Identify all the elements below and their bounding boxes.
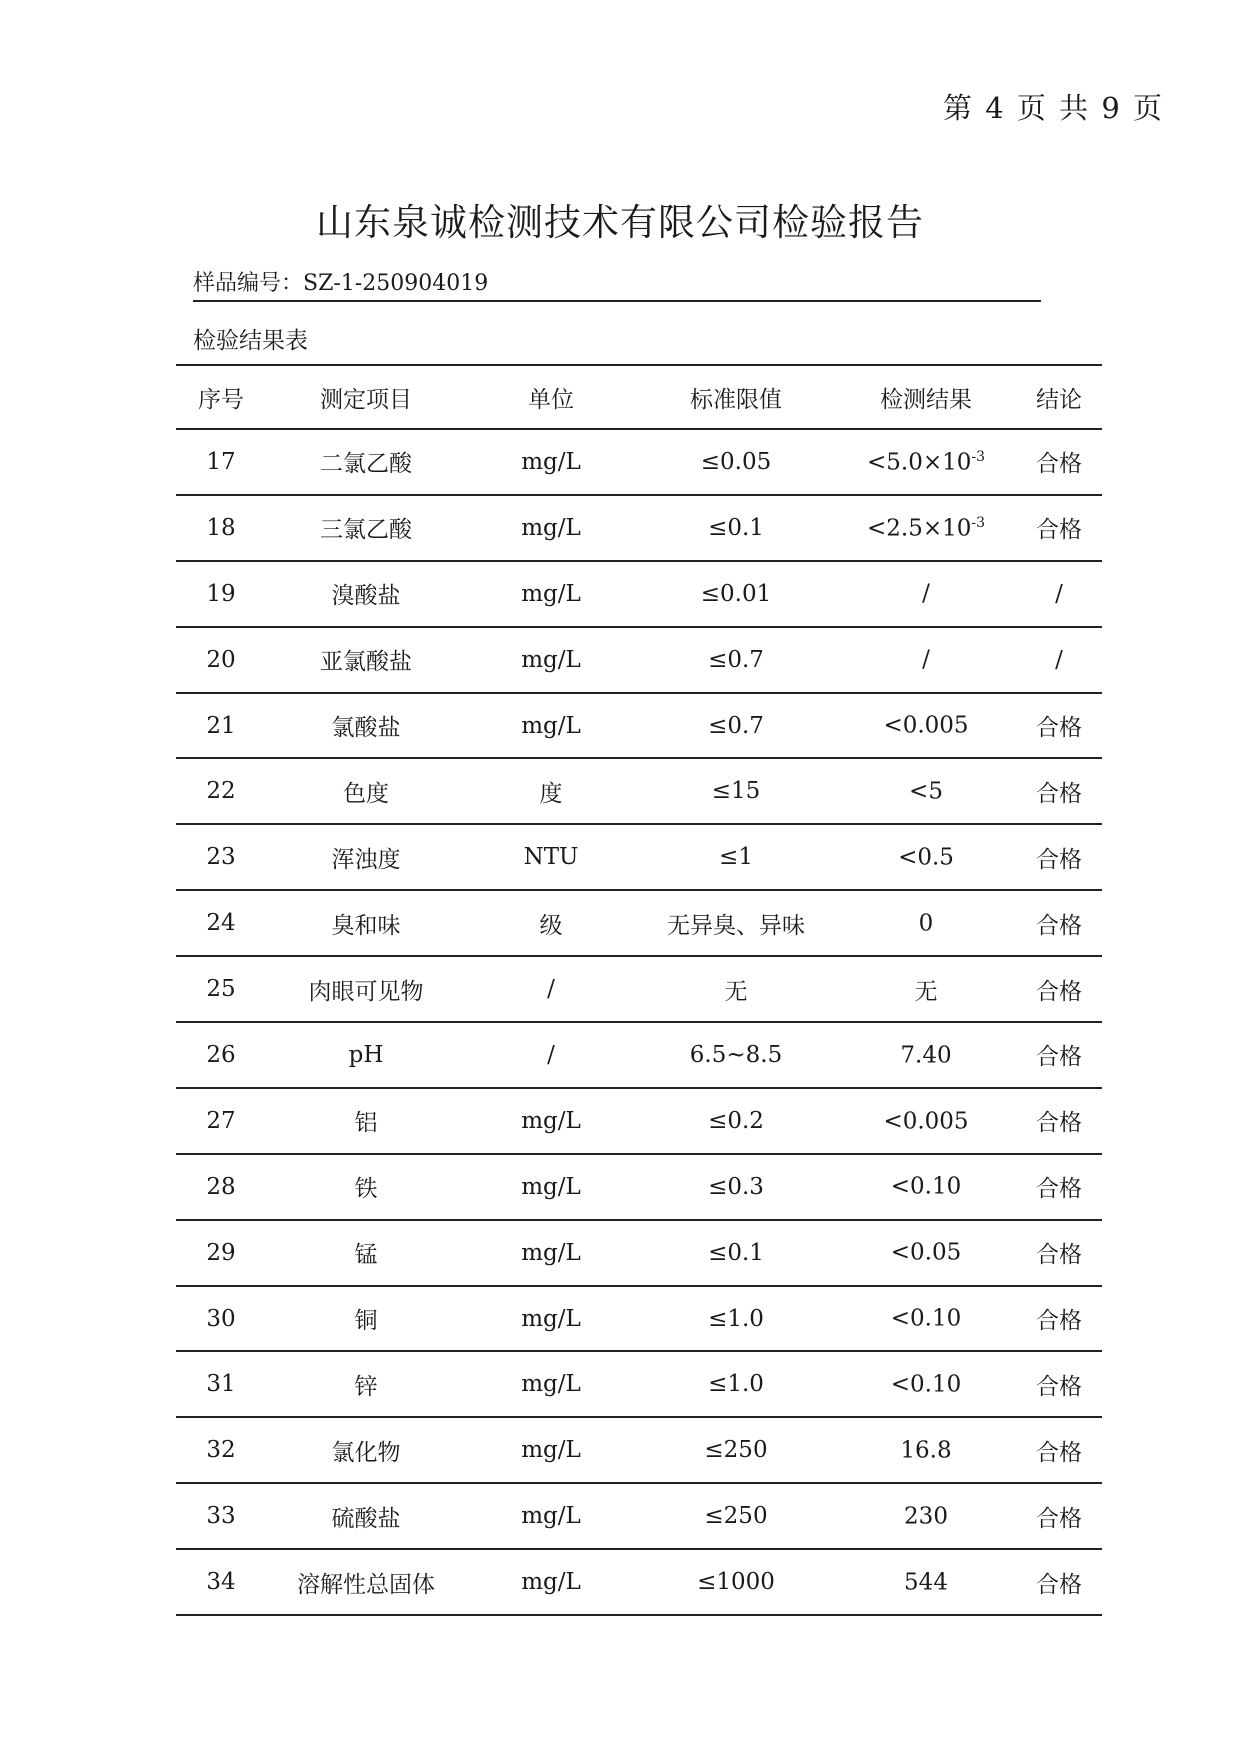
cell-conclusion: 合格 xyxy=(1036,1110,1082,1137)
cell-conclusion: 合格 xyxy=(1036,715,1082,741)
cell-result: 7.40 xyxy=(900,1042,952,1069)
cell-result: $<2.5\times 10^{-3}$ xyxy=(866,514,986,542)
cell-result: 无 xyxy=(914,978,938,1005)
cell-limit: ≤250 xyxy=(704,1503,768,1530)
cell-seq: 24 xyxy=(206,910,236,937)
cell-unit: / xyxy=(547,976,555,1003)
cell-unit: 度 xyxy=(539,780,563,807)
table-header-row xyxy=(176,365,1102,429)
cell-conclusion: 合格 xyxy=(1036,1176,1082,1203)
cell-item: 锌 xyxy=(354,1373,378,1400)
cell-unit: 级 xyxy=(539,912,563,939)
cell-item: 二氯乙酸 xyxy=(320,451,412,478)
cell-seq: 32 xyxy=(206,1437,236,1464)
cell-limit: ≤1.0 xyxy=(708,1305,764,1332)
cell-limit: ≤0.7 xyxy=(708,712,764,739)
cell-seq: 26 xyxy=(206,1041,236,1068)
cell-limit: ≤0.3 xyxy=(708,1173,764,1200)
cell-limit: 无异臭、异味 xyxy=(667,912,805,939)
cell-seq: 30 xyxy=(206,1305,236,1332)
cell-result: <0.10 xyxy=(890,1371,962,1398)
table-row xyxy=(176,758,1102,824)
cell-unit: mg/L xyxy=(521,1107,581,1134)
cell-limit: 无 xyxy=(724,978,748,1005)
cell-item: 铝 xyxy=(354,1110,378,1137)
header-result: 检测结果 xyxy=(880,386,972,413)
results-body xyxy=(176,429,1102,1615)
table-row xyxy=(176,1154,1102,1220)
cell-seq: 34 xyxy=(206,1569,236,1596)
cell-unit: mg/L xyxy=(521,580,581,607)
cell-result: 0 xyxy=(918,910,934,937)
cell-seq: 31 xyxy=(206,1371,236,1398)
cell-conclusion: 合格 xyxy=(1036,451,1082,478)
table-row xyxy=(176,1351,1102,1417)
cell-unit: mg/L xyxy=(521,1305,581,1332)
cell-item: 肉眼可见物 xyxy=(308,978,424,1005)
cell-unit: mg/L xyxy=(521,1569,581,1596)
cell-limit: ≤1 xyxy=(719,844,753,871)
cell-conclusion: 合格 xyxy=(1036,1308,1082,1335)
cell-limit: ≤0.2 xyxy=(708,1107,764,1134)
cell-item: 氯化物 xyxy=(331,1439,401,1466)
page-number: 第 4 页 共 9 页 xyxy=(943,91,1164,125)
cell-limit: ≤15 xyxy=(711,778,761,805)
cell-conclusion: 合格 xyxy=(1036,978,1082,1005)
cell-unit: mg/L xyxy=(521,646,581,673)
cell-conclusion: 合格 xyxy=(1036,517,1082,544)
cell-seq: 29 xyxy=(206,1239,236,1266)
table-row xyxy=(176,627,1102,693)
header-limit: 标准限值 xyxy=(690,386,782,413)
table-row xyxy=(176,1088,1102,1154)
table-row xyxy=(176,1220,1102,1286)
cell-seq: 22 xyxy=(206,778,236,805)
table-row xyxy=(176,693,1102,759)
header-conclusion: 结论 xyxy=(1036,386,1082,413)
table-row xyxy=(176,561,1102,627)
cell-conclusion: 合格 xyxy=(1036,1044,1082,1071)
table-row xyxy=(176,890,1102,956)
cell-item: 锰 xyxy=(354,1242,378,1269)
table-row xyxy=(176,495,1102,561)
cell-item: 浑浊度 xyxy=(331,846,401,873)
header-item: 测定项目 xyxy=(320,386,412,413)
cell-result: <0.005 xyxy=(883,1108,969,1135)
cell-result: <5 xyxy=(909,778,943,805)
table-row xyxy=(176,429,1102,495)
cell-item: 铁 xyxy=(354,1176,378,1203)
cell-result: <0.005 xyxy=(883,712,969,739)
cell-seq: 23 xyxy=(206,844,236,871)
cell-conclusion: 合格 xyxy=(1036,1571,1082,1598)
cell-seq: 28 xyxy=(206,1173,236,1200)
cell-result-exponent: -3 xyxy=(971,514,986,531)
section-title: 检验结果表 xyxy=(193,328,308,354)
cell-result: 16.8 xyxy=(900,1437,952,1464)
table-row xyxy=(176,1286,1102,1352)
cell-seq: 20 xyxy=(206,646,236,673)
cell-unit: mg/L xyxy=(521,514,581,541)
cell-item: pH xyxy=(348,1041,384,1068)
cell-item: 三氯乙酸 xyxy=(320,517,412,544)
cell-unit: mg/L xyxy=(521,1173,581,1200)
cell-limit: ≤1000 xyxy=(697,1569,775,1596)
cell-item: 硫酸盐 xyxy=(331,1505,401,1532)
header-unit: 单位 xyxy=(528,386,574,413)
sample-number-value: SZ-1-250904019 xyxy=(303,271,489,296)
cell-item: 铜 xyxy=(354,1308,378,1335)
table-row xyxy=(176,956,1102,1022)
cell-seq: 21 xyxy=(206,712,236,739)
cell-seq: 17 xyxy=(206,448,236,475)
table-row xyxy=(176,824,1102,890)
cell-result-exponent: -3 xyxy=(971,448,986,465)
cell-seq: 33 xyxy=(206,1503,236,1530)
cell-seq: 18 xyxy=(206,514,236,541)
table-row xyxy=(176,1549,1102,1615)
cell-limit: 6.5~8.5 xyxy=(689,1041,783,1068)
cell-unit: mg/L xyxy=(521,448,581,475)
cell-unit: NTU xyxy=(523,844,579,871)
cell-conclusion: 合格 xyxy=(1036,780,1082,807)
table-row xyxy=(176,1022,1102,1088)
table-row xyxy=(176,1417,1102,1483)
cell-item: 溶解性总固体 xyxy=(297,1571,435,1598)
cell-result: <0.10 xyxy=(890,1174,962,1201)
cell-item: 溴酸盐 xyxy=(331,583,401,610)
cell-result: 544 xyxy=(904,1569,948,1596)
cell-limit: ≤1.0 xyxy=(708,1371,764,1398)
cell-limit: ≤0.7 xyxy=(708,646,764,673)
cell-limit: ≤0.05 xyxy=(700,448,772,475)
cell-item: 亚氯酸盐 xyxy=(320,649,412,676)
cell-result: <0.5 xyxy=(898,844,954,871)
cell-unit: mg/L xyxy=(521,1503,581,1530)
cell-seq: 27 xyxy=(206,1107,236,1134)
cell-unit: mg/L xyxy=(521,1437,581,1464)
cell-limit: ≤250 xyxy=(704,1437,768,1464)
cell-conclusion: 合格 xyxy=(1036,1373,1082,1400)
cell-conclusion: 合格 xyxy=(1036,912,1082,939)
cell-item: 氯酸盐 xyxy=(331,715,401,741)
cell-unit: / xyxy=(547,1041,555,1068)
cell-result: / xyxy=(922,646,930,673)
cell-conclusion: 合格 xyxy=(1036,1242,1082,1269)
cell-conclusion: 合格 xyxy=(1036,1505,1082,1532)
cell-result: / xyxy=(922,581,930,608)
cell-result: <0.10 xyxy=(890,1305,962,1332)
cell-unit: mg/L xyxy=(521,1371,581,1398)
cell-result: <0.05 xyxy=(890,1239,962,1266)
cell-unit: mg/L xyxy=(521,1239,581,1266)
cell-limit: ≤0.01 xyxy=(700,580,772,607)
table-row xyxy=(176,1483,1102,1549)
sample-number-line xyxy=(193,266,1041,302)
report-title: 山东泉诚检测技术有限公司检验报告 xyxy=(316,201,924,244)
cell-seq: 19 xyxy=(206,580,236,607)
cell-seq: 25 xyxy=(206,976,236,1003)
cell-conclusion: 合格 xyxy=(1036,846,1082,873)
cell-item: 色度 xyxy=(343,780,389,807)
sample-number-label: 样品编号： xyxy=(193,271,304,296)
cell-item: 臭和味 xyxy=(331,912,401,939)
cell-conclusion: / xyxy=(1055,580,1063,607)
cell-limit: ≤0.1 xyxy=(708,514,764,541)
cell-conclusion: / xyxy=(1055,646,1063,673)
cell-unit: mg/L xyxy=(521,712,581,739)
cell-limit: ≤0.1 xyxy=(708,1239,764,1266)
results-table xyxy=(176,364,1102,1616)
header-seq: 序号 xyxy=(198,386,244,413)
cell-conclusion: 合格 xyxy=(1036,1439,1082,1466)
cell-result: $<5.0\times 10^{-3}$ xyxy=(866,448,986,476)
cell-result: 230 xyxy=(904,1503,948,1530)
